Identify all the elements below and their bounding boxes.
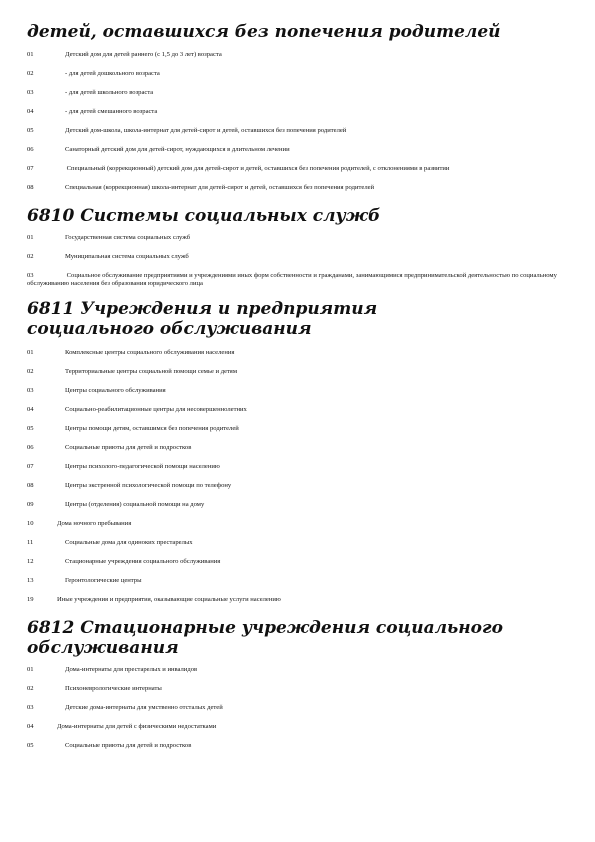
list-item (27, 463, 571, 471)
item-code: 09 (27, 501, 34, 508)
item-code: 01 (27, 234, 34, 241)
section-heading-6810: 6810 Системы социальных служб (27, 206, 381, 226)
item-text: Дома ночного пребывания (57, 520, 132, 527)
item-text: Муниципальная система социальных служб (65, 253, 189, 260)
list-item (27, 539, 571, 547)
list-item (27, 501, 571, 509)
list-item (27, 596, 571, 604)
item-code: 05 (27, 425, 34, 432)
item-code: 03 (27, 272, 34, 279)
list-item (27, 723, 571, 731)
list-item (27, 704, 571, 712)
item-text: Стационарные учреждения социального обслуживания (65, 558, 221, 565)
item-text: Социальные дома для одиноких престарелых (65, 539, 193, 546)
item-text: - для детей смешанного возраста (65, 108, 158, 115)
item-text: Психоневрологические интернаты (65, 685, 162, 692)
item-code: 08 (27, 482, 34, 489)
list-item (27, 444, 571, 452)
item-code: 03 (27, 89, 34, 96)
list-item (27, 425, 571, 433)
item-text: Центры экстренной психологической помощи по телефону (65, 482, 232, 489)
item-text: Дома-интернаты для детей с физическими недостатками (57, 723, 217, 730)
item-text: Центры психолого-педагогической помощи населению (65, 463, 220, 470)
section-heading-6811: 6811 Учреждения и предприятия социального обслуживания (27, 299, 378, 339)
list-item (27, 387, 571, 395)
list-item (27, 349, 571, 357)
item-text: - для детей дошкольного возраста (65, 70, 160, 77)
item-code: 02 (27, 685, 34, 692)
item-text: Социальные приюты для детей и подростков (65, 742, 192, 749)
item-code: 04 (27, 406, 34, 413)
item-text: - для детей школьного возраста (65, 89, 154, 96)
item-text: Территориальные центры социальной помощи семье и детям (65, 368, 238, 375)
item-code: 05 (27, 742, 34, 749)
item-text: Центры социального обслуживания (65, 387, 166, 394)
item-text: Детский дом для детей раннего (с 1,5 до 3 лет) возраста (65, 51, 222, 58)
item-code: 06 (27, 444, 34, 451)
list-item (27, 165, 571, 173)
item-code: 03 (27, 387, 34, 394)
list-item (27, 70, 571, 78)
item-code: 02 (27, 70, 34, 77)
list-item (27, 520, 571, 528)
item-text: Государственная система социальных служб (65, 234, 191, 241)
item-code: 04 (27, 723, 34, 730)
list-item (27, 146, 571, 154)
item-code: 10 (27, 520, 34, 527)
item-text: Специальная (коррекционная) школа-интернат для детей-сирот и детей, оставшихся без попечения родителей (65, 184, 375, 191)
item-text: Иные учреждения и предприятия, оказывающие социальные услуги населению (57, 596, 281, 603)
list-item (27, 685, 571, 693)
item-text: Социальные приюты для детей и подростков (65, 444, 192, 451)
item-text: Центры (отделения) социальной помощи на дому (65, 501, 205, 508)
item-text: Социально-реабилитационные центры для несовершеннолетних (65, 406, 247, 413)
item-code: 19 (27, 596, 34, 603)
list-item (27, 253, 571, 261)
item-text: Социальное обслуживание предприятиями и учреждениями иных форм собственности и гражданами, занимающимися предпринимательской деятельностью по социальному обслуживанию населения без образования юридического лица (27, 272, 557, 287)
item-text: Центры помощи детям, оставшимся без попечения родителей (65, 425, 239, 432)
item-code: 01 (27, 666, 34, 673)
section-heading-continued: детей, оставшихся без попечения родителей (27, 22, 501, 42)
item-code: 03 (27, 704, 34, 711)
list-item (27, 577, 571, 585)
section-heading-6812: 6812 Стационарные учреждения социального обслуживания (27, 618, 503, 658)
list-item (27, 272, 571, 288)
list-item (27, 406, 571, 414)
item-text: Дома-интернаты для престарелых и инвалидов (65, 666, 198, 673)
list-item (27, 184, 571, 192)
item-text: Комплексные центры социального обслуживания населения (65, 349, 235, 356)
item-code: 01 (27, 349, 34, 356)
list-item (27, 127, 571, 135)
list-item (27, 666, 571, 674)
list-item (27, 108, 571, 116)
item-text: Санаторный детский дом для детей-сирот, нуждающихся в длительном лечении (65, 146, 290, 153)
item-code: 11 (27, 539, 34, 546)
item-code: 08 (27, 184, 34, 191)
item-code: 13 (27, 577, 34, 584)
item-text: Геронтологические центры (65, 577, 142, 584)
list-item (27, 234, 571, 242)
item-code: 06 (27, 146, 34, 153)
list-item (27, 89, 571, 97)
list-item (27, 368, 571, 376)
list-item (27, 482, 571, 490)
item-text: Детские дома-интернаты для умственно отсталых детей (65, 704, 223, 711)
list-item (27, 742, 571, 750)
item-code: 04 (27, 108, 34, 115)
item-code: 07 (27, 165, 34, 172)
list-item (27, 51, 571, 59)
item-code: 02 (27, 253, 34, 260)
list-item (27, 558, 571, 566)
item-code: 05 (27, 127, 34, 134)
item-code: 12 (27, 558, 34, 565)
item-text: Детский дом-школа, школа-интернат для детей-сирот и детей, оставшихся без попечения родителей (65, 127, 347, 134)
item-code: 01 (27, 51, 34, 58)
item-code: 02 (27, 368, 34, 375)
item-code: 07 (27, 463, 34, 470)
item-text: Специальный (коррекционный) детский дом для детей-сирот и детей, оставшихся без попечения родителей, с отклонениями в развитии (66, 165, 450, 172)
